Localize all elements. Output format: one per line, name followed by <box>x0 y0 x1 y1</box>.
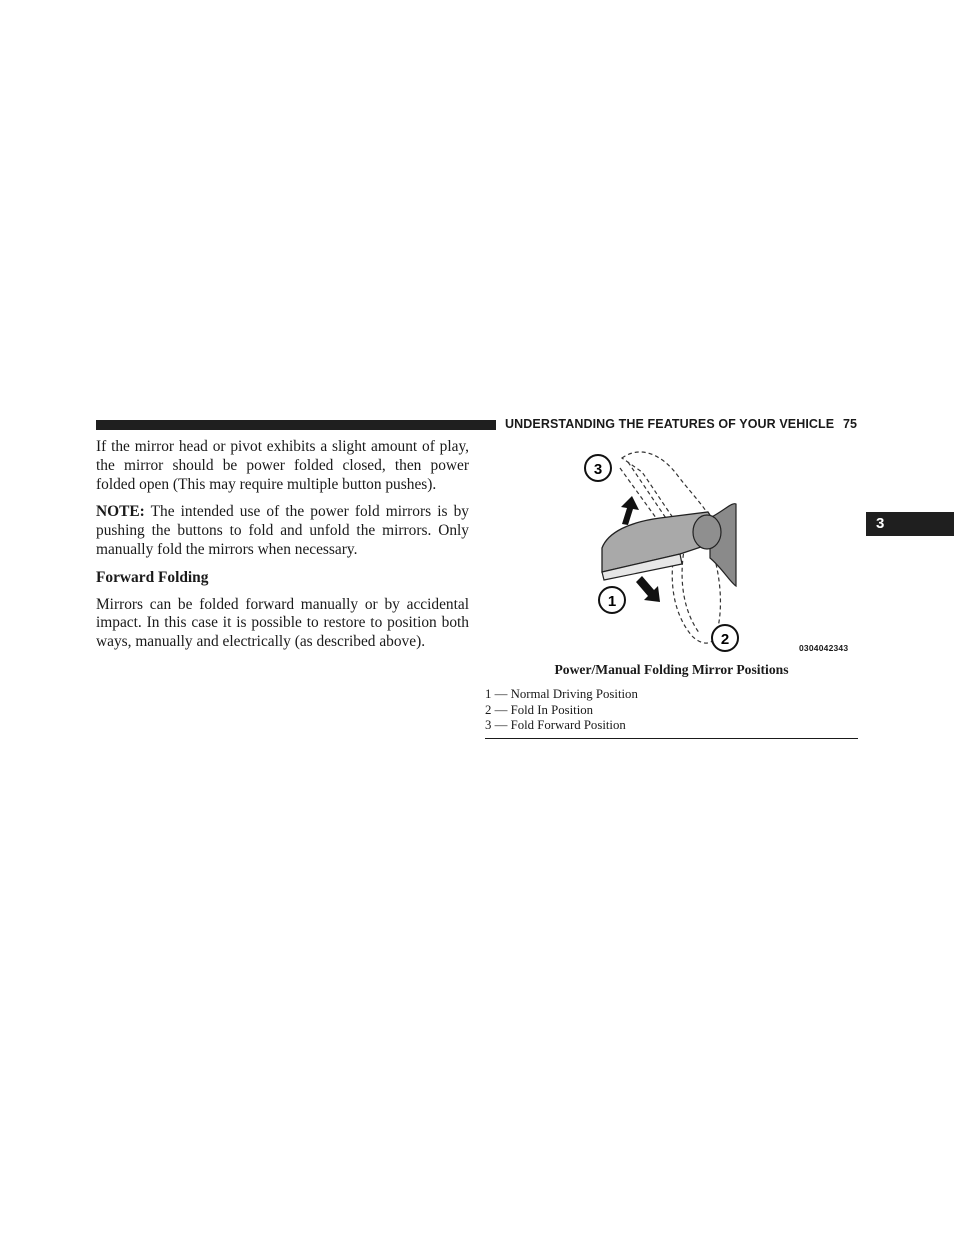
chapter-tab: 3 <box>866 512 954 536</box>
paragraph-note <box>96 503 469 559</box>
section-title: UNDERSTANDING THE FEATURES OF YOUR VEHICLE <box>505 417 835 431</box>
callout-3-label: 3 <box>593 461 603 478</box>
figure-legend <box>485 687 858 734</box>
mirror-positions-figure <box>560 440 860 660</box>
callout-1 <box>599 587 625 613</box>
left-column <box>96 438 469 661</box>
legend-divider <box>485 738 858 739</box>
paragraph-forward-folding: Mirrors can be folded forward manually or by accidental impact. In this case it is possible to restore to position both ways, manually and electrically (as described above). <box>96 595 469 651</box>
callout-1-label: 1 <box>607 593 617 610</box>
callout-2-label: 2 <box>720 631 730 648</box>
legend-item: 3 — Fold Forward Position <box>485 718 626 733</box>
fold-in-edge <box>682 540 700 634</box>
page-number: 75 <box>843 417 857 431</box>
header-bar <box>96 420 496 430</box>
figure-caption: Power/Manual Folding Mirror Positions <box>554 662 789 677</box>
heading-forward-folding: Forward Folding <box>96 568 209 586</box>
note-text: The intended use of the power fold mirrors is by pushing the buttons to fold and unfold the mirrors. Only manually fold the mirrors when necessary. <box>96 503 469 558</box>
callout-3 <box>585 455 611 481</box>
arrow-up-icon <box>621 496 639 525</box>
paragraph-mirror-play: If the mirror head or pivot exhibits a slight amount of play, the mirror should be power folded closed, then power folded open (This may require multiple button pushes). <box>96 438 469 493</box>
figure-id: 0304042343 <box>799 643 849 653</box>
legend-item: 1 — Normal Driving Position <box>485 687 638 701</box>
legend-item: 2 — Fold In Position <box>485 702 594 717</box>
note-label: NOTE: <box>96 503 145 521</box>
mirror-diagram <box>560 440 860 660</box>
arrow-down-icon <box>636 576 660 602</box>
callout-2 <box>712 625 738 651</box>
mirror-pivot <box>693 515 721 549</box>
